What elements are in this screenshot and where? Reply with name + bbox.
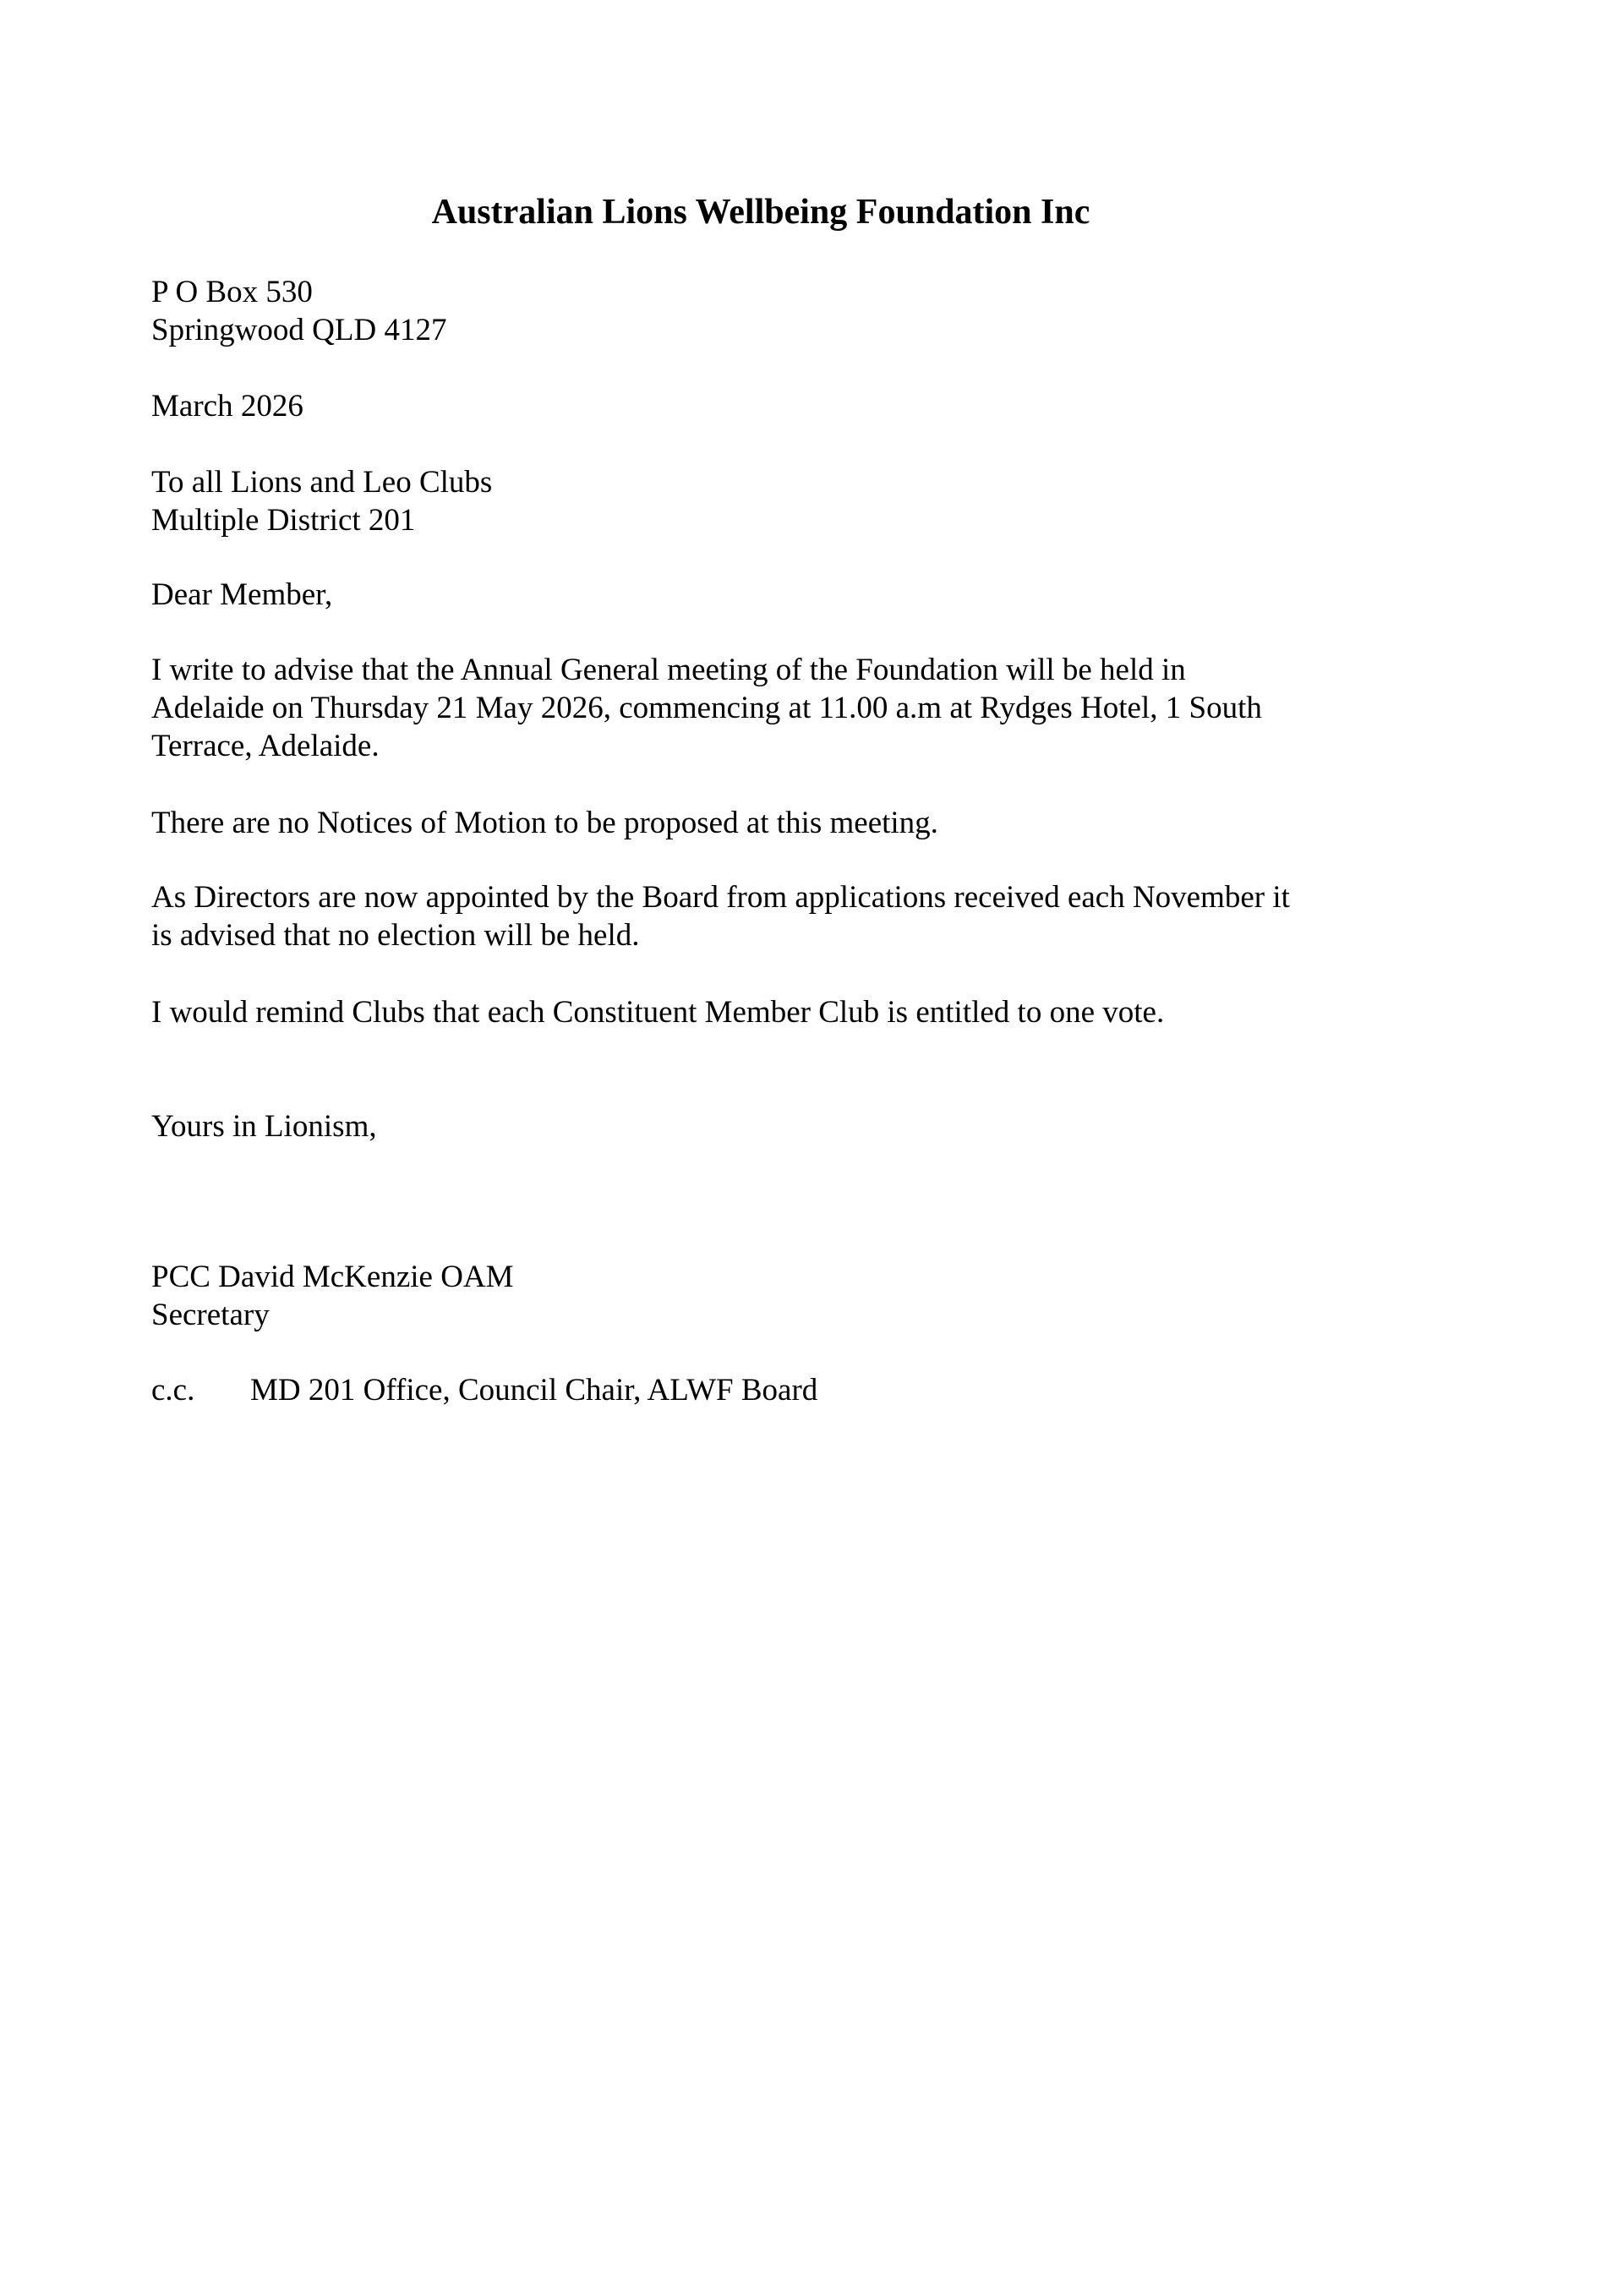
- recipient-line: Multiple District 201: [151, 503, 416, 538]
- paragraph-line: I write to advise that the Annual General meeting of the Foundation will be held in: [151, 653, 1186, 687]
- paragraph-line: Adelaide on Thursday 21 May 2026, commencing at 11.00 a.m at Rydges Hotel, 1 South: [151, 691, 1262, 725]
- paragraph-vote: [151, 993, 1164, 1031]
- closing: Yours in Lionism,: [151, 1109, 377, 1144]
- address-block: [151, 273, 446, 349]
- paragraph-line: I would remind Clubs that each Constituent Member Club is entitled to one vote.: [151, 995, 1165, 1030]
- cc-label: c.c.: [151, 1373, 195, 1408]
- address-line: P O Box 530: [151, 275, 313, 309]
- recipient-block: [151, 463, 492, 539]
- signatory-title: Secretary: [151, 1298, 270, 1332]
- salutation: Dear Member,: [151, 577, 333, 612]
- paragraph-meeting: [151, 651, 1262, 765]
- address-line: Springwood QLD 4127: [151, 313, 447, 347]
- paragraph-line: is advised that no election will be held.: [151, 918, 640, 953]
- signature-block: [151, 1258, 514, 1334]
- letter-date: March 2026: [151, 389, 303, 424]
- recipient-line: To all Lions and Leo Clubs: [151, 465, 493, 500]
- paragraph-directors: [151, 878, 1290, 954]
- cc-line: [151, 1371, 817, 1409]
- paragraph-line: There are no Notices of Motion to be proposed at this meeting.: [151, 806, 938, 840]
- paragraph-motions: [151, 804, 938, 842]
- cc-value: MD 201 Office, Council Chair, ALWF Board: [250, 1373, 818, 1408]
- letter-title: Australian Lions Wellbeing Foundation Inc: [431, 193, 1090, 232]
- paragraph-line: As Directors are now appointed by the Board from applications received each November it: [151, 880, 1290, 915]
- signatory-name: PCC David McKenzie OAM: [151, 1260, 514, 1294]
- paragraph-line: Terrace, Adelaide.: [151, 729, 380, 763]
